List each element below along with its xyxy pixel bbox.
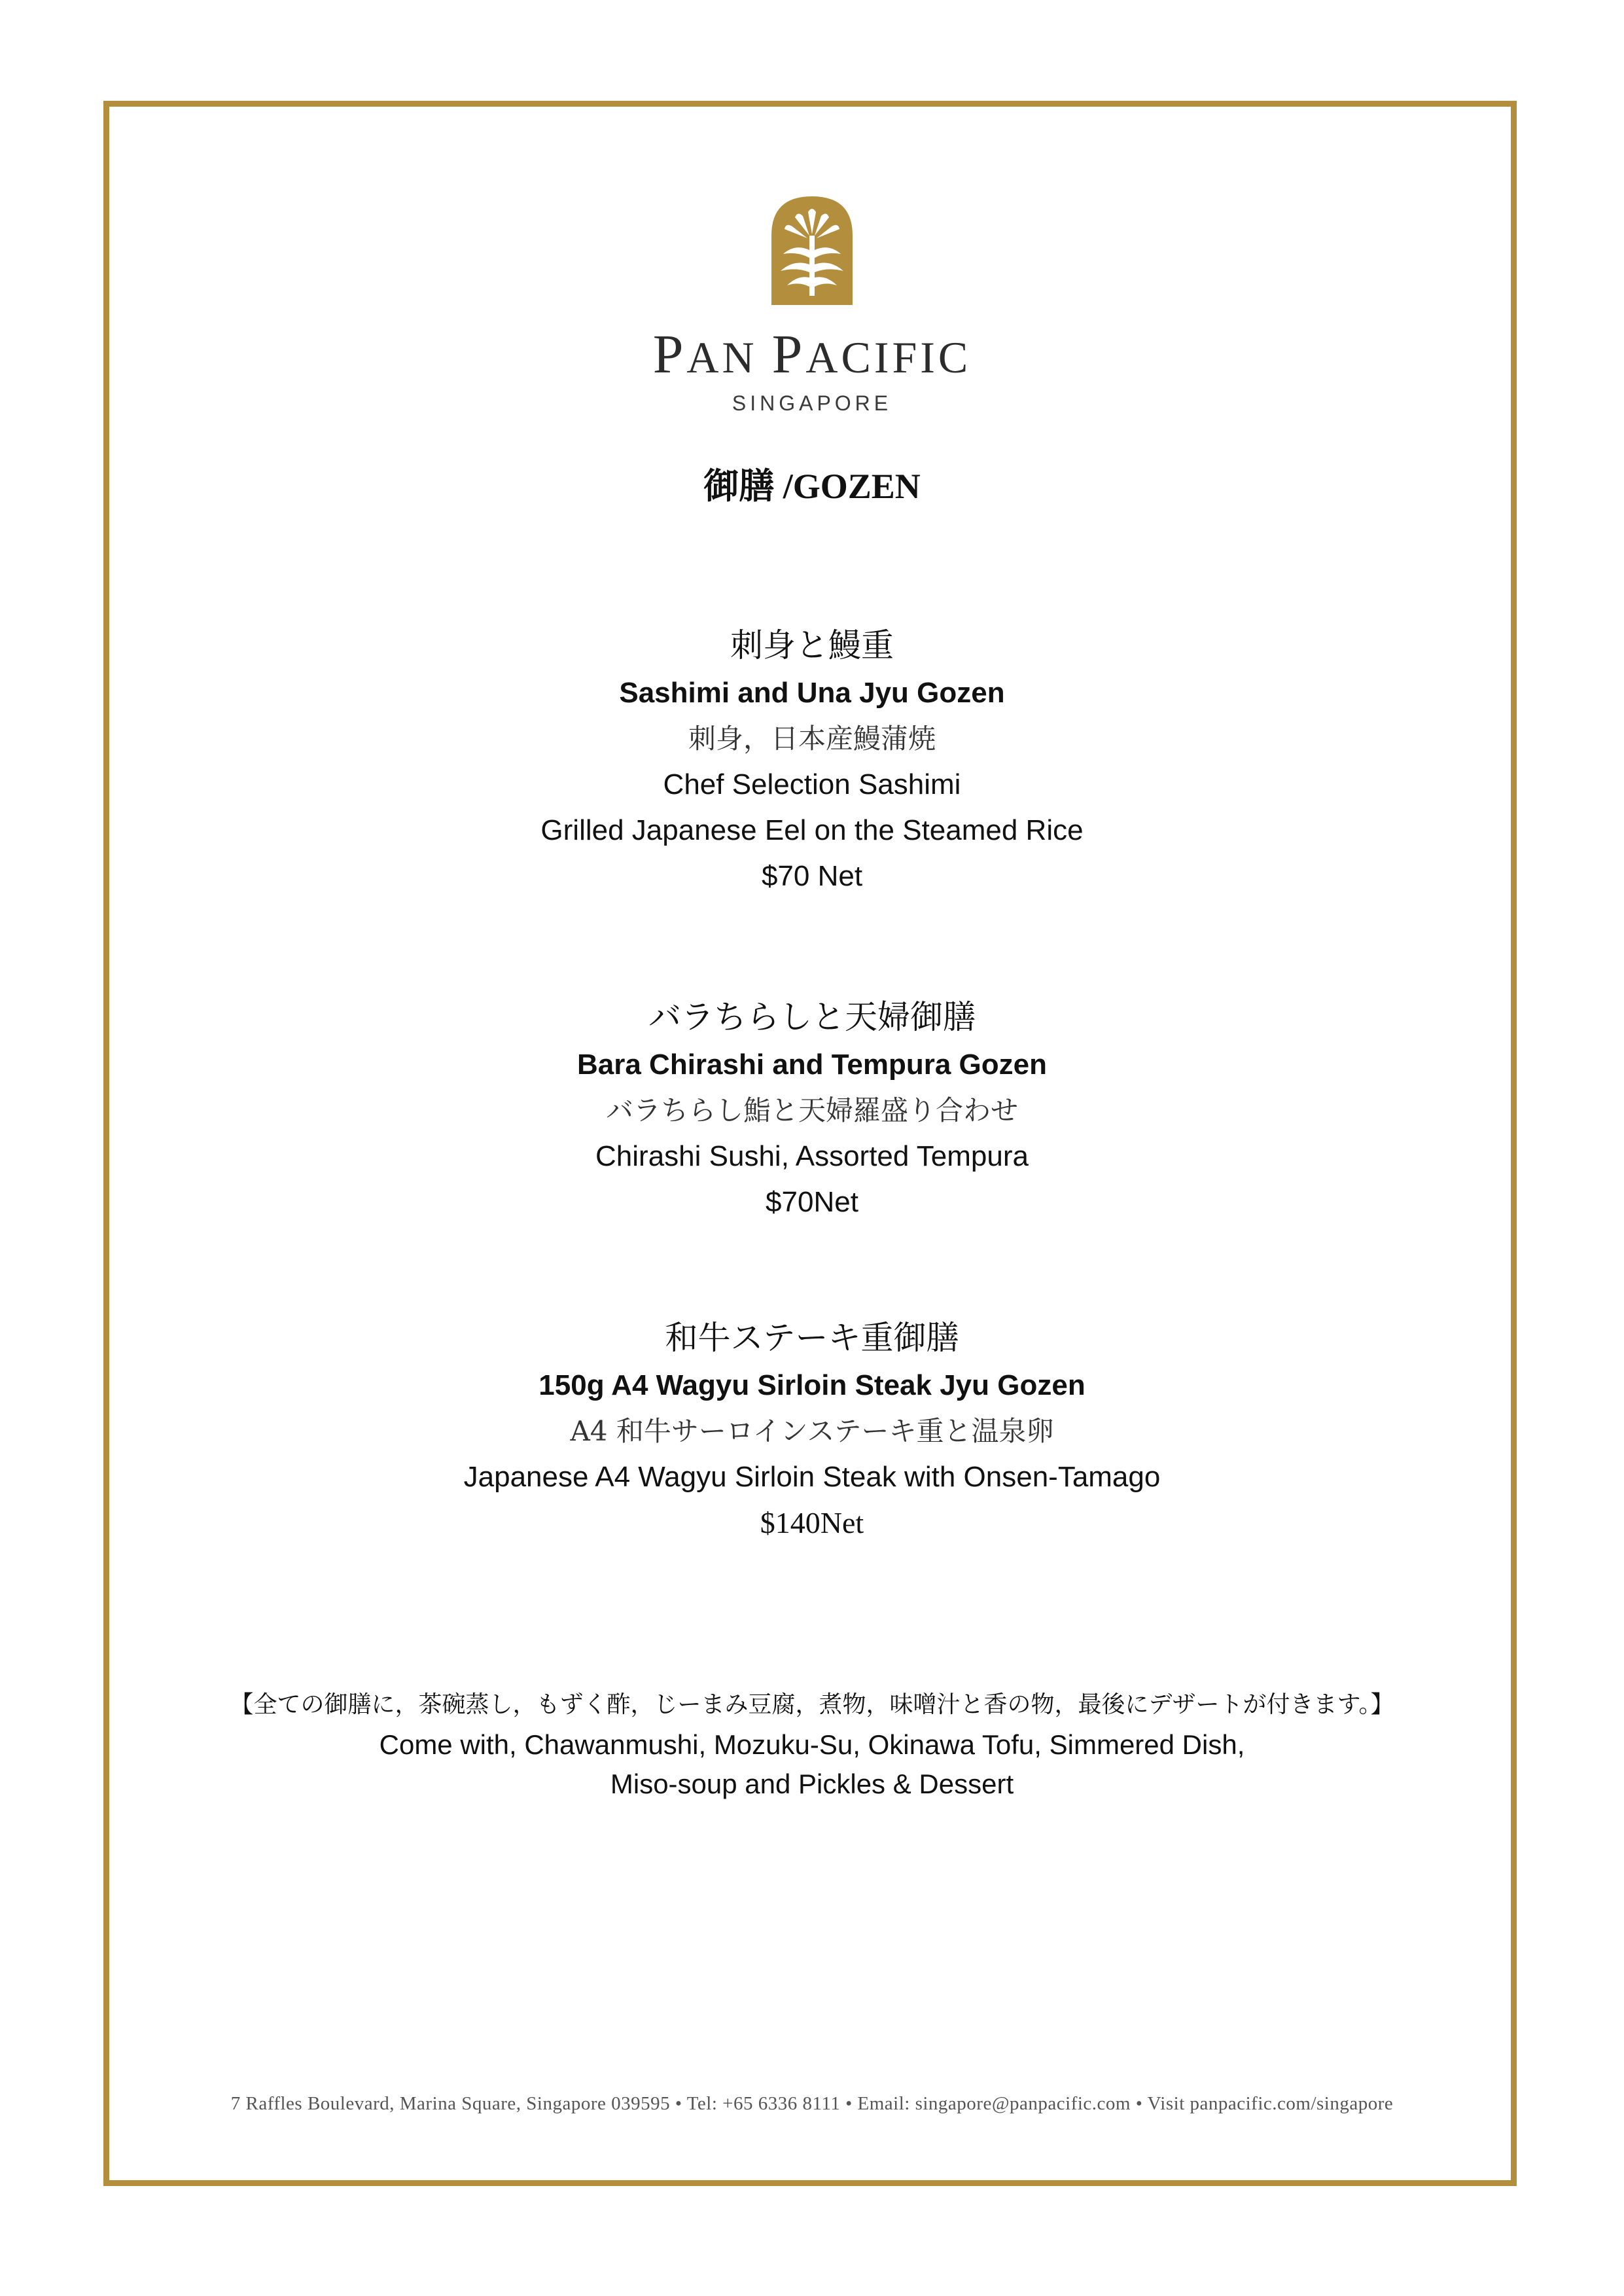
footer-contact: 7 Raffles Boulevard, Marina Square, Singapore 039595 • Tel: +65 6336 8111 • Email: singapore@panpacific.com • Visit panpacific.com/singapore: [230, 2093, 1394, 2114]
menu-item-price: $70Net: [766, 1186, 858, 1218]
menu-item-en-desc: Chirashi Sushi, Assorted Tempura: [595, 1140, 1029, 1172]
brand-name: [0, 324, 1624, 385]
menu-item-en-name: Bara Chirashi and Tempura Gozen: [576, 1049, 1047, 1081]
note-jp: 【全ての御膳に，茶碗蒸し，もずく酢，じーまみ豆腐，煮物，味噌汁と香の物，最後にデザートが付きます。】: [230, 1691, 1394, 1717]
menu-item-en-desc: Japanese A4 Wagyu Sirloin Steak with Onsen-Tamago: [463, 1461, 1161, 1493]
palm-leaf-crest-icon: [771, 196, 853, 305]
menu-item-en-desc: Chef Selection Sashimi: [663, 768, 961, 800]
menu-item-price: $70 Net: [761, 860, 863, 892]
note-en-line: Miso-soup and Pickles & Dessert: [610, 1768, 1014, 1799]
menu-item: [0, 1313, 1624, 1546]
set-inclusions-note: [0, 1683, 1624, 1804]
menu-item-en-desc: Grilled Japanese Eel on the Steamed Rice: [540, 814, 1084, 846]
menu-item-jp-name: バラちらしと天婦御膳: [648, 999, 976, 1035]
brand-name-initial: P: [771, 324, 806, 385]
menu-item-en-name: Sashimi and Una Jyu Gozen: [619, 677, 1005, 709]
menu-item-jp-desc: バラちらし鮨と天婦羅盛り合わせ: [605, 1094, 1018, 1126]
menu-item-jp-name: 刺身と鰻重: [730, 627, 894, 664]
menu-item-jp-name: 和牛ステーキ重御膳: [665, 1319, 959, 1356]
menu-item-jp-desc: A4 和牛サーロインステーキ重と温泉卵: [570, 1415, 1054, 1447]
brand-name-part: AN: [686, 332, 758, 382]
brand-name-initial: P: [652, 324, 687, 385]
menu-item-en-name: 150g A4 Wagyu Sirloin Steak Jyu Gozen: [538, 1369, 1086, 1401]
menu-item: [0, 620, 1624, 899]
note-en-line: Come with, Chawanmushi, Mozuku-Su, Okinawa Tofu, Simmered Dish,: [379, 1729, 1245, 1760]
brand-subtitle: SINGAPORE: [732, 391, 892, 415]
menu-item-jp-desc: 刺身，日本産鰻蒲焼: [688, 723, 936, 755]
brand-name-part: ACIFIC: [805, 332, 972, 382]
brand-logo: [0, 196, 1624, 416]
page-title: 御膳 /GOZEN: [703, 467, 921, 506]
menu-item-price: $140Net: [760, 1506, 864, 1539]
menu-item: [0, 992, 1624, 1225]
